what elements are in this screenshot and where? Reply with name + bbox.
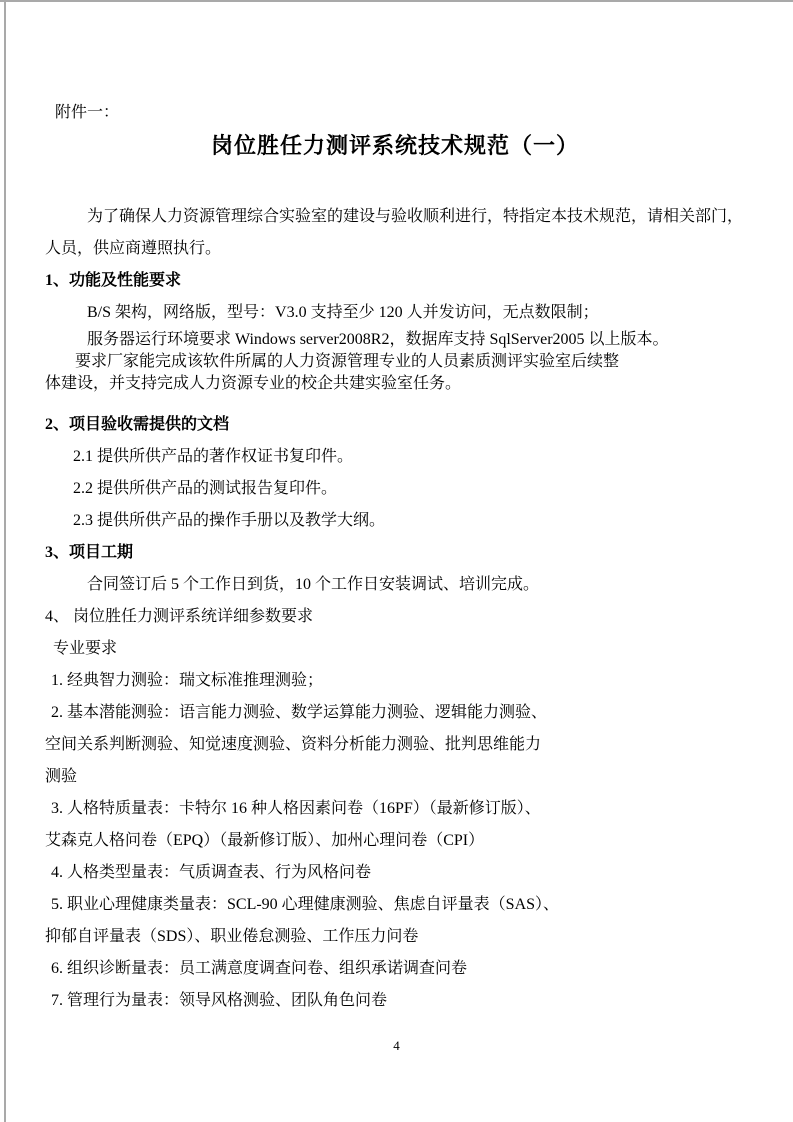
section4-item2-line3: 测验 bbox=[45, 768, 78, 785]
section3-para: 合同签订后 5 个工作日到货，10 个工作日安装调试、培训完成。 bbox=[87, 576, 540, 593]
section4-subheading: 专业要求 bbox=[53, 640, 118, 657]
section4-item4: 4. 人格类型量表：气质调查表、行为风格问卷 bbox=[51, 864, 372, 881]
section1-para2: 服务器运行环境要求 Windows server2008R2，数据库支持 SqlServer2005 以上版本。 bbox=[87, 331, 669, 348]
section2-item3: 2.3 提供所供产品的操作手册以及教学大纲。 bbox=[73, 512, 386, 529]
page-number: 4 bbox=[393, 1038, 400, 1053]
intro-paragraph-line1: 为了确保人力资源管理综合实验室的建设与验收顺利进行，特指定本技术规范，请相关部门， bbox=[87, 208, 744, 225]
intro-paragraph-line2: 人员，供应商遵照执行。 bbox=[45, 240, 222, 257]
section2-item1: 2.1 提供所供产品的著作权证书复印件。 bbox=[73, 448, 354, 465]
section4-item3-line2: 艾森克人格问卷（EPQ）（最新修订版）、加州心理问卷（CPI） bbox=[45, 832, 485, 849]
section1-para1: B/S 架构，网络版，型号：V3.0 支持至少 120 人并发访问，无点数限制； bbox=[87, 304, 599, 321]
section4-item2-line1: 2. 基本潜能测验：语言能力测验、数学运算能力测验、逻辑能力测验、 bbox=[51, 704, 548, 721]
section1-heading: 1、功能及性能要求 bbox=[45, 272, 182, 289]
section4-item5-line2: 抑郁自评量表（SDS）、职业倦怠测验、工作压力问卷 bbox=[45, 928, 419, 945]
page-border-left bbox=[4, 0, 6, 1122]
section2-heading: 2、项目验收需提供的文档 bbox=[45, 416, 230, 433]
section4-item2-line2: 空间关系判断测验、知觉速度测验、资料分析能力测验、批判思维能力 bbox=[45, 736, 542, 753]
section3-heading: 3、项目工期 bbox=[45, 544, 134, 561]
section1-para3-line2: 体建设，并支持完成人力资源专业的校企共建实验室任务。 bbox=[45, 375, 462, 392]
section4-item6: 6. 组织诊断量表：员工满意度调查问卷、组织承诺调查问卷 bbox=[51, 960, 468, 977]
section4-heading: 4、 岗位胜任力测评系统详细参数要求 bbox=[45, 608, 314, 625]
section4-item5-line1: 5. 职业心理健康类量表：SCL-90 心理健康测验、焦虑自评量表（SAS）、 bbox=[51, 896, 560, 913]
document-title: 岗位胜任力测评系统技术规范（一） bbox=[210, 133, 579, 158]
section4-item1: 1. 经典智力测验：瑞文标准推理测验； bbox=[51, 672, 324, 689]
section4-item7: 7. 管理行为量表：领导风格测验、团队角色问卷 bbox=[51, 992, 388, 1009]
section2-item2: 2.2 提供所供产品的测试报告复印件。 bbox=[73, 480, 338, 497]
section1-para3-line1: 要求厂家能完成该软件所属的人力资源管理专业的人员素质测评实验室后续整 bbox=[75, 353, 620, 370]
section4-item3-line1: 3. 人格特质量表：卡特尔 16 种人格因素问卷（16PF）（最新修订版）、 bbox=[51, 800, 541, 817]
attachment-label: 附件一： bbox=[55, 104, 120, 121]
document-content bbox=[45, 0, 745, 1017]
